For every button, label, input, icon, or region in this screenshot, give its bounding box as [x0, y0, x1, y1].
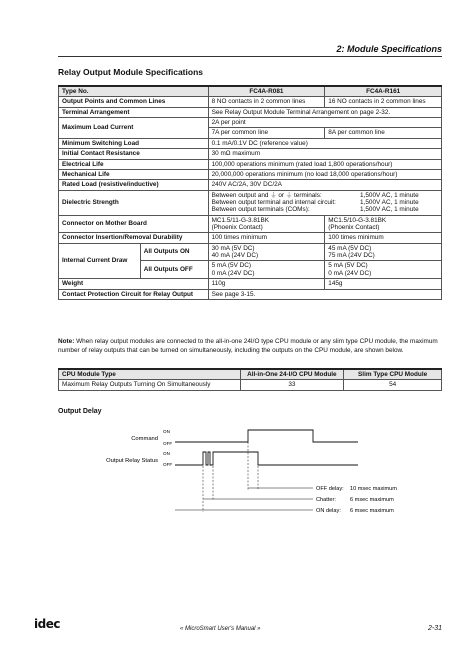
- row-label: Output Points and Common Lines: [59, 97, 209, 107]
- header-rule: [58, 56, 442, 57]
- row-label: Rated Load (resistive/inductive): [59, 180, 209, 190]
- draw-on-b2: 75 mA (24V DC): [328, 252, 375, 260]
- output-delay-timing-diagram: [58, 420, 398, 520]
- cell: [325, 215, 442, 233]
- draw-on-a1: 30 mA (5V DC): [211, 244, 255, 252]
- chatter-label: Chatter:: [316, 497, 336, 503]
- cell: 145g: [325, 279, 442, 289]
- row-label: Internal Current Draw: [59, 243, 141, 278]
- page-header-title: 2: Module Specifications: [336, 44, 442, 54]
- dielectric-line: [212, 199, 438, 206]
- row-label: Connector Insertion/Removal Durability: [59, 233, 209, 243]
- dielectric-value: 1,500V AC, 1 minute: [360, 191, 419, 199]
- dielectric-value: 1,500V AC, 1 minute: [360, 198, 419, 206]
- cell: 20,000,000 operations minimum (no load 18,000 operations/hour): [208, 169, 441, 179]
- row-label: Maximum Load Current: [59, 118, 209, 139]
- cell: 100 times minimum: [325, 233, 442, 243]
- table-row: [59, 289, 442, 299]
- col-type-header: Type No.: [59, 86, 209, 97]
- table-row: [59, 279, 442, 289]
- cpu-relay-table: [58, 368, 442, 391]
- cell: 110g: [208, 279, 325, 289]
- on-delay-label: ON delay:: [316, 508, 341, 514]
- cpu-value-all-in-one: 33: [240, 380, 344, 390]
- sub-label: All Outputs ON: [140, 243, 208, 261]
- cpu-row-label: Maximum Relay Outputs Turning On Simultaneously: [59, 380, 241, 390]
- connector-a-part: MC1.5/11-G-3.81BK: [211, 216, 269, 224]
- dielectric-line: [212, 192, 438, 199]
- relay-waveform: [175, 452, 358, 465]
- dielectric-text: Between output terminal and internal circuit:: [211, 198, 336, 206]
- cell: 8A per common line: [325, 128, 442, 138]
- table-row: [59, 118, 442, 128]
- section-title: Relay Output Module Specifications: [58, 67, 203, 77]
- off-delay-label: OFF delay:: [316, 486, 344, 492]
- cell: 8 NO contacts in 2 common lines: [208, 97, 325, 107]
- draw-off-a2: 0 mA (24V DC): [211, 269, 255, 277]
- footer-manual-title: « MicroSmart User's Manual »: [180, 626, 261, 632]
- row-label: Mechanical Life: [59, 169, 209, 179]
- dielectric-text: Between output terminals (COMs):: [211, 206, 310, 214]
- cpu-value-slim: 54: [344, 380, 442, 390]
- cell: See Relay Output Module Terminal Arrangement on page 2-32.: [208, 107, 441, 117]
- command-waveform: [175, 430, 358, 442]
- note-label: Note:: [58, 338, 75, 345]
- command-off-label: OFF: [163, 441, 173, 446]
- dielectric-text: Between output and ⏚ or ⏚ terminals:: [211, 191, 322, 199]
- spec-header-row: [59, 86, 442, 97]
- draw-on-a2: 40 mA (24V DC): [211, 252, 259, 260]
- connector-b-maker: (Phoenix Contact): [328, 224, 380, 232]
- command-on-label: ON: [163, 429, 170, 434]
- table-row: [59, 215, 442, 233]
- row-label: Electrical Life: [59, 159, 209, 169]
- relay-status-label: Output Relay Status: [106, 458, 158, 464]
- page-number: 2-31: [427, 625, 442, 632]
- table-row: [59, 138, 442, 148]
- relay-off-label: OFF: [163, 462, 173, 467]
- table-row: [59, 149, 442, 159]
- table-row: [59, 380, 442, 390]
- cell: 30 mΩ maximum: [208, 149, 441, 159]
- row-label: Weight: [59, 279, 209, 289]
- output-delay-title: Output Delay: [58, 408, 102, 415]
- cell: 7A per common line: [208, 128, 325, 138]
- cell: [325, 261, 442, 279]
- chatter-value: 6 msec maximum: [350, 497, 394, 503]
- on-delay-value: 6 msec maximum: [350, 508, 394, 514]
- table-row: [59, 97, 442, 107]
- cpu-header-row: [59, 369, 442, 380]
- command-label: Command: [131, 436, 158, 442]
- note-text: When relay output modules are connected to the all-in-one 24I/O type CPU module or any slim type CPU module, the maximum number of relay outputs that can be turned on simultaneously, including the outputs on the CPU module, are shown below.: [58, 338, 438, 354]
- row-label: Initial Contact Resistance: [59, 149, 209, 159]
- col-b-header: FC4A-R161: [325, 86, 442, 97]
- row-label: Dielectric Strength: [59, 190, 209, 215]
- cell: See page 3-15.: [208, 289, 441, 299]
- cell: 100 times minimum: [208, 233, 325, 243]
- table-row: [59, 169, 442, 179]
- cell: 100,000 operations minimum (rated load 1,800 operations/hour): [208, 159, 441, 169]
- connector-b-part: MC1.5/10-G-3.81BK: [328, 216, 387, 224]
- row-label: Terminal Arrangement: [59, 107, 209, 117]
- table-row: [59, 243, 442, 261]
- off-delay-value: 10 msec maximum: [350, 486, 397, 492]
- cell: [208, 261, 325, 279]
- cell: 0.1 mA/0.1V DC (reference value): [208, 138, 441, 148]
- row-label: Minimum Switching Load: [59, 138, 209, 148]
- cpu-col1-header: CPU Module Type: [59, 369, 241, 380]
- cell: 240V AC/2A, 30V DC/2A: [208, 180, 441, 190]
- note-paragraph: [58, 337, 444, 355]
- cpu-col2-header: All-in-One 24-I/O CPU Module: [240, 369, 344, 380]
- cell: 16 NO contacts in 2 common lines: [325, 97, 442, 107]
- idec-logo: idec: [34, 617, 60, 631]
- draw-off-b1: 5 mA (5V DC): [328, 262, 368, 270]
- cell: [208, 215, 325, 233]
- relay-on-label: ON: [163, 451, 170, 456]
- col-a-header: FC4A-R081: [208, 86, 325, 97]
- dielectric-cell: [208, 190, 441, 215]
- table-row: [59, 190, 442, 215]
- table-row: [59, 159, 442, 169]
- table-row: [59, 233, 442, 243]
- draw-off-b2: 0 mA (24V DC): [328, 269, 372, 277]
- cell: 2A per point: [208, 118, 441, 128]
- cell: [208, 243, 325, 261]
- cpu-col3-header: Slim Type CPU Module: [344, 369, 442, 380]
- table-row: [59, 107, 442, 117]
- relay-spec-table: [58, 85, 442, 300]
- dielectric-line: [212, 206, 438, 213]
- dielectric-value: 1,500V AC, 1 minute: [360, 206, 419, 214]
- draw-off-a1: 5 mA (5V DC): [211, 262, 251, 270]
- row-label: Connector on Mother Board: [59, 215, 209, 233]
- sub-label: All Outputs OFF: [140, 261, 208, 279]
- table-row: [59, 180, 442, 190]
- draw-on-b1: 45 mA (5V DC): [328, 244, 372, 252]
- connector-a-maker: (Phoenix Contact): [211, 224, 263, 232]
- row-label: Contact Protection Circuit for Relay Output: [59, 289, 209, 299]
- cell: [325, 243, 442, 261]
